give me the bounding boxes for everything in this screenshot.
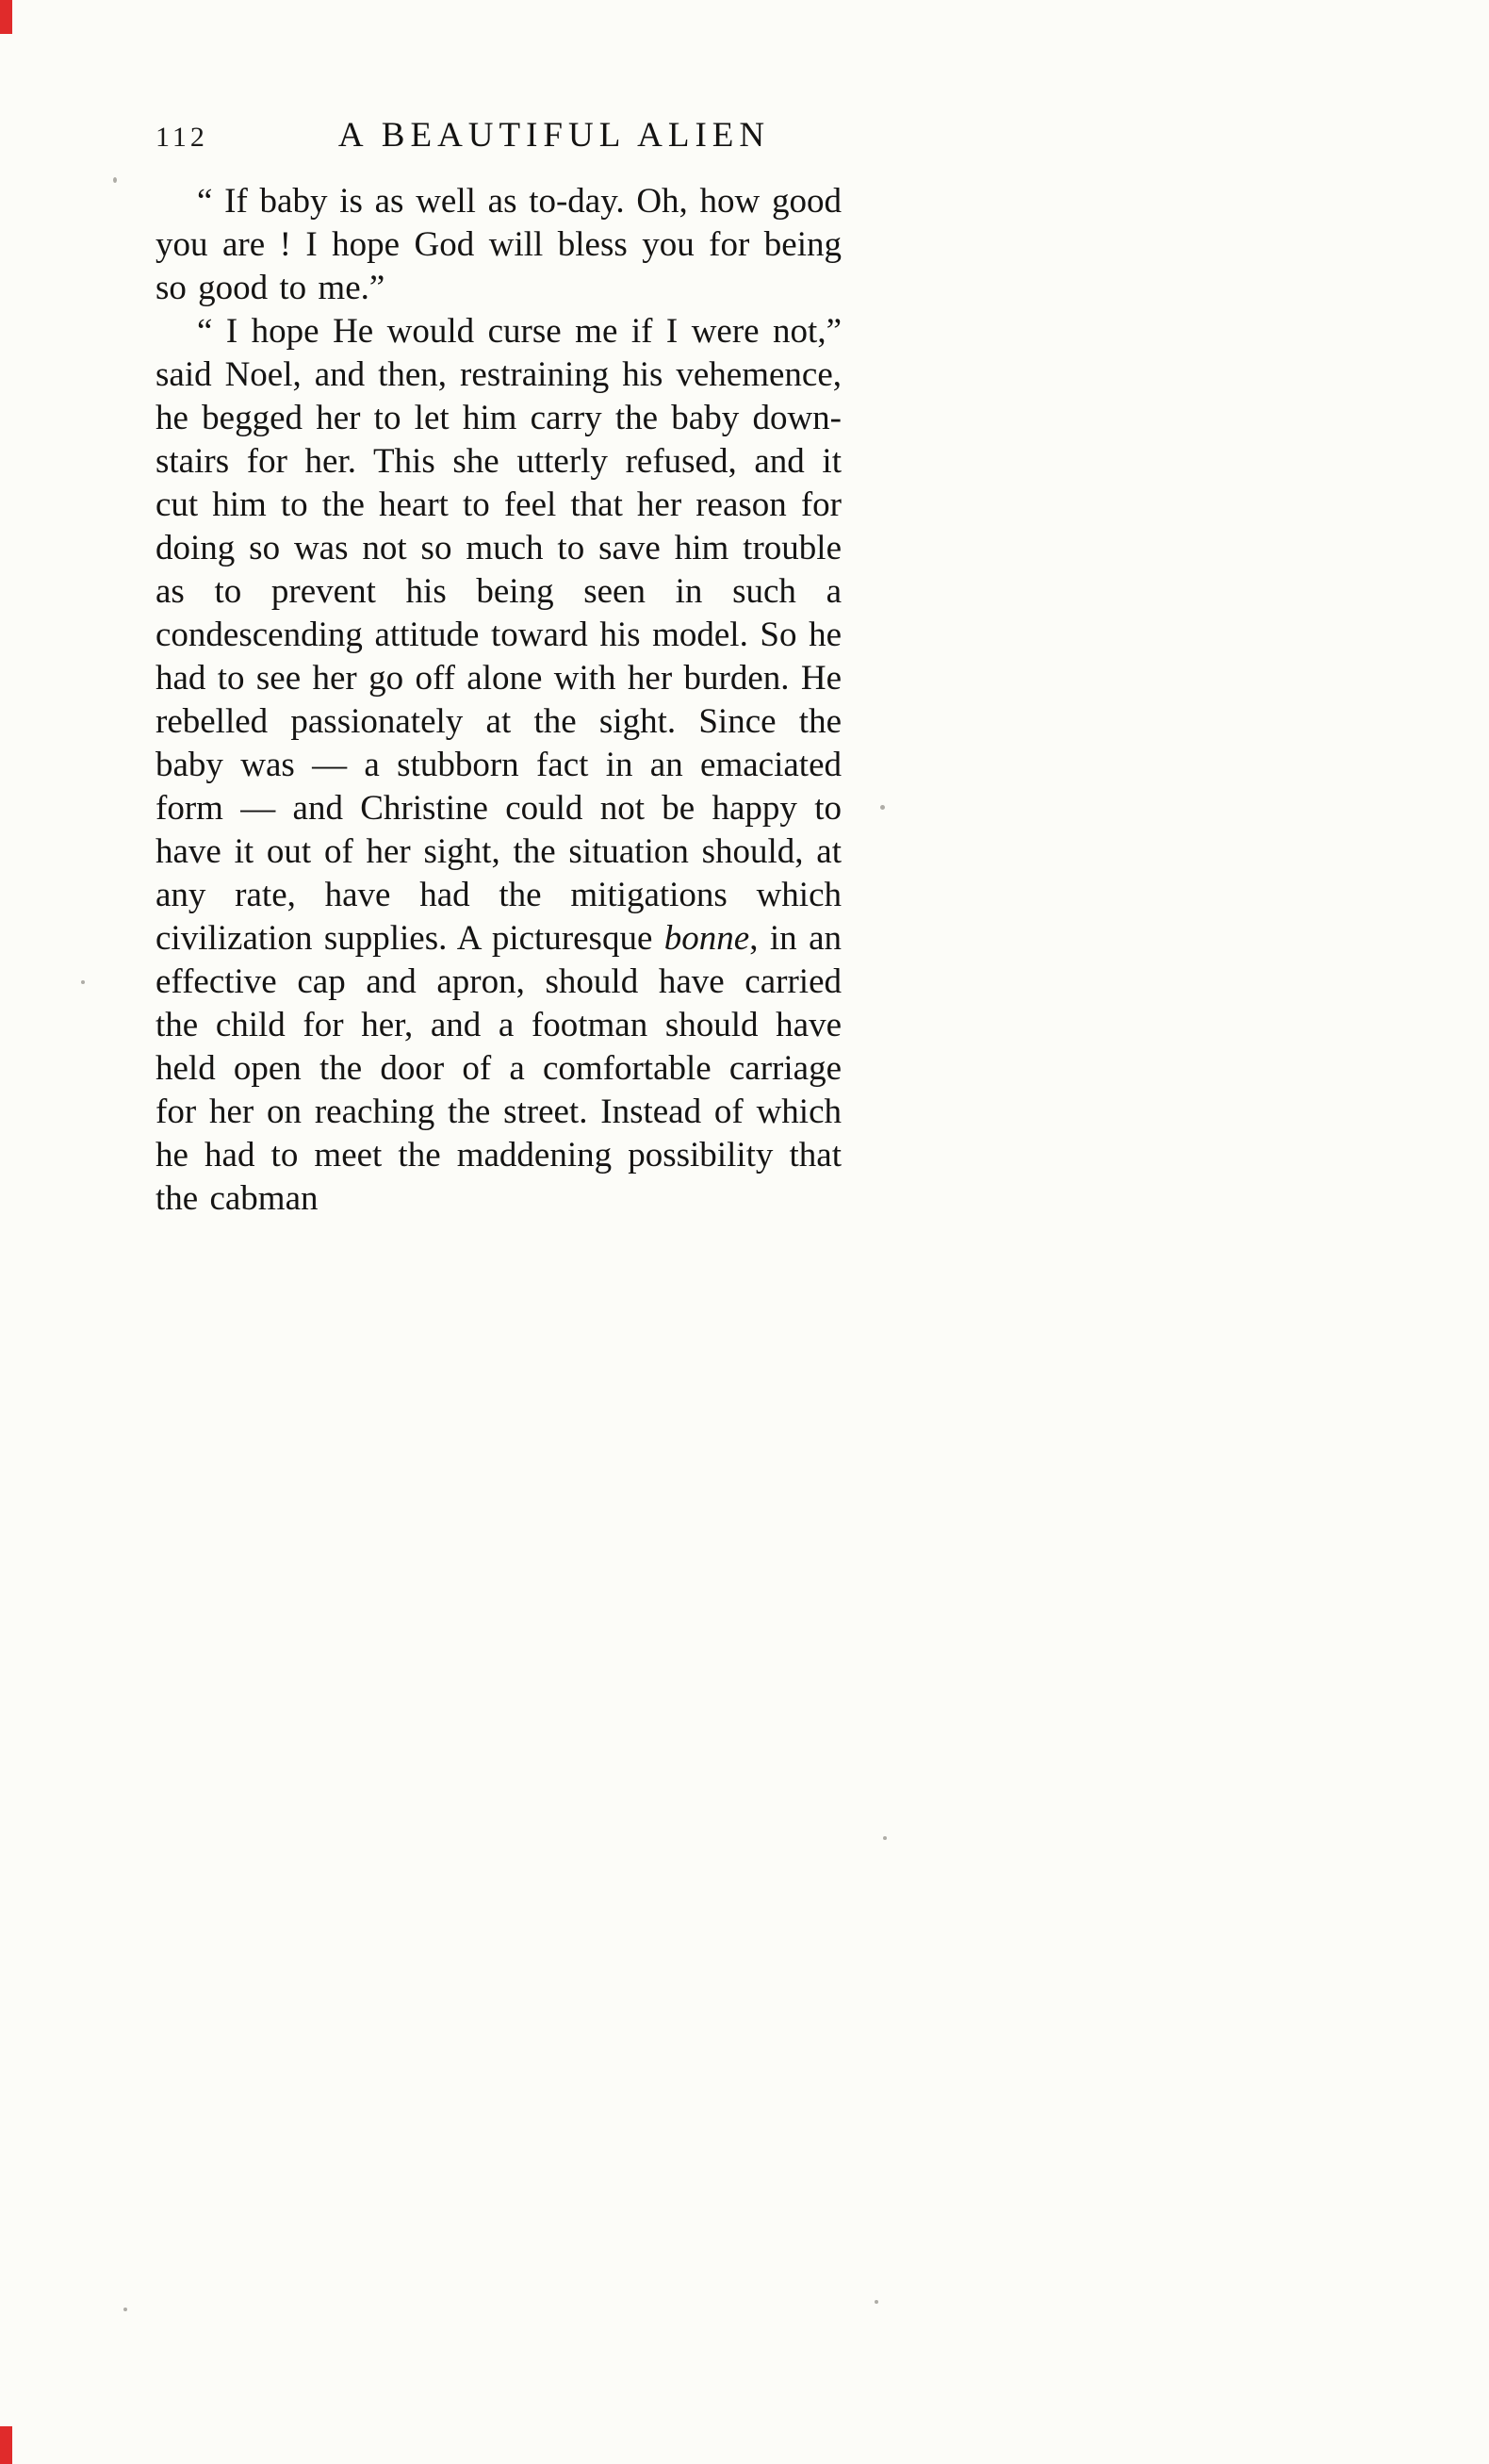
scan-speck	[883, 1836, 887, 1840]
scan-speck	[81, 980, 85, 984]
scan-speck	[880, 805, 885, 810]
paragraph-2	[155, 310, 842, 1221]
running-title: A BEAUTIFUL ALIEN	[337, 116, 771, 155]
paragraph-1: “ If baby is as well as to-day. Oh, how good you are ! I hope God will bless you for being so good to me.”	[155, 182, 842, 307]
running-head	[155, 115, 842, 156]
paragraph-2-text-after: , in an effective cap and apron, should have carried the child for her, and a footman should have held open the door of a comfortable carriage for her on reaching the street. Instead of which he had to meet the maddening possibility that the cabman	[155, 919, 842, 1218]
red-scan-artifact-bottom	[0, 2426, 12, 2464]
scan-speck	[113, 177, 117, 183]
paragraph-2-text-before: “ I hope He would curse me if I were not,” said Noel, and then, restraining his vehemence, he begged her to let him carry the baby down-stairs for her. This she utterly refused, and it cut him to the heart to feel that her reason for doing so was not so much to save him trouble as to prevent his being seen in such a condescending attitude toward his model. So he had to see her go off alone with her burden. He rebelled passionately at the sight. Since the baby was — a stubborn fact in an emaciated form — and Christine could not be happy to have it out of her sight, the situation should, at any rate, have had the mitigations which civilization supplies. A picturesque	[155, 312, 842, 958]
red-scan-artifact-top	[0, 0, 12, 34]
scan-speck	[875, 2300, 878, 2304]
page-content	[155, 115, 842, 1221]
paragraph-2-italic-word: bonne	[663, 919, 750, 958]
page-number: 112	[155, 122, 208, 153]
scan-speck	[123, 2308, 127, 2311]
